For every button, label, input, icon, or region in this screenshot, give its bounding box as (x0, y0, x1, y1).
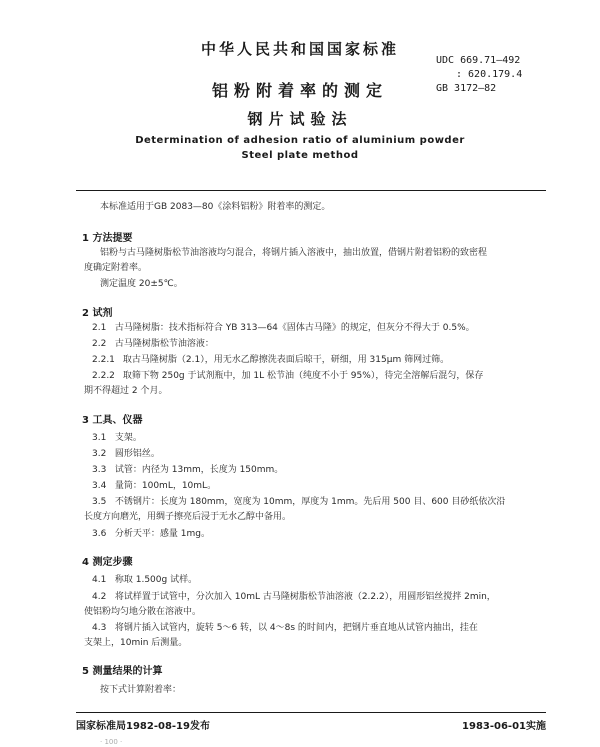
section-4-heading: 4 测定步骤 (82, 557, 133, 568)
scope-statement: 本标准适用于GB 2083—80《涂料铝粉》附着率的测定。 (100, 202, 331, 212)
section-2-heading: 2 试剂 (82, 308, 113, 319)
section-5-para-1: 按下式计算附着率： (100, 685, 182, 695)
document-subtitle-en: Steel plate method (241, 150, 359, 161)
list-item (92, 432, 142, 445)
item-text: 将钢片插入试管内，旋转 5～6 转，以 4～8s 的时间内，把钢片垂直地从试管内抽出，挂在 (114, 623, 478, 633)
section-1-para-1: 铝粉与古马隆树脂松节油溶液均匀混合，将钢片插入溶液中，抽出放置，借钢片附着铝粉的致密程 (100, 248, 488, 258)
section-1-para-2: 测定温度 20±5℃。 (100, 279, 183, 289)
item-number: 3.4 (92, 481, 107, 491)
item-text: 试管：内径为 13mm，长度为 150mm。 (114, 465, 284, 475)
issue-date: 国家标准局1982-08-19发布 (76, 721, 210, 732)
section-3-heading: 3 工具、仪器 (82, 415, 143, 426)
list-item (92, 496, 505, 509)
udc-line-1: UDC 669.71—492 (436, 55, 521, 66)
list-item-cont: 使铝粉均匀地分散在溶液中。 (84, 607, 202, 617)
item-number: 2.2.1 (92, 355, 115, 365)
item-text: 取筛下物 250g 于试剂瓶中，加 1L 松节油（纯度不小于 95%），待完全溶解后混匀，保存 (122, 371, 484, 381)
item-number: 3.6 (92, 529, 107, 539)
section-5-heading: 5 测量结果的计算 (82, 666, 163, 677)
item-number: 2.2.2 (92, 371, 115, 381)
item-text: 古马隆树脂松节油溶液： (114, 339, 214, 349)
list-item (92, 528, 210, 541)
item-number: 4.3 (92, 623, 107, 633)
item-number: 2.2 (92, 339, 107, 349)
standard-category-title: 中华人民共和国国家标准 (200, 40, 399, 58)
list-item-cont: 期不得超过 2 个月。 (84, 386, 168, 396)
item-text: 分析天平：感量 1mg。 (114, 529, 210, 539)
item-text: 量筒：100mL，10mL。 (114, 481, 217, 491)
item-text: 不锈钢片：长度为 180mm，宽度为 10mm，厚度为 1mm。先后用 500 目、600 目砂纸依次沿 (114, 497, 506, 507)
list-item (92, 464, 283, 477)
list-item (92, 448, 160, 461)
effective-date: 1983-06-01实施 (462, 721, 546, 732)
document-title-cn: 铝粉附着率的测定 (211, 81, 388, 100)
header-divider (76, 190, 546, 191)
list-item (92, 322, 475, 335)
list-item (92, 622, 478, 635)
item-number: 4.1 (92, 575, 107, 585)
footer-divider (76, 712, 546, 713)
item-number: 2.1 (92, 323, 107, 333)
item-number: 3.5 (92, 497, 107, 507)
page-number: · 100 · (100, 738, 123, 746)
item-text: 取古马隆树脂（2.1），用无水乙醇擦洗表面后晾干，研细，用 315μm 筛网过筛。 (122, 355, 450, 365)
list-item (92, 574, 197, 587)
section-1-para-1-cont: 度确定附着率。 (84, 263, 148, 273)
section-1-heading: 1 方法提要 (82, 233, 133, 244)
item-text: 支架。 (114, 433, 142, 443)
list-item (92, 480, 216, 493)
item-text: 古马隆树脂：技术指标符合 YB 313—64《固体古马隆》的规定，但灰分不得大于 0.5%。 (114, 323, 475, 333)
item-text: 将试样置于试管中，分次加入 10mL 古马隆树脂松节油溶液（2.2.2），用圆形铝丝搅拌 2min， (114, 592, 496, 602)
list-item-cont: 长度方向磨光，用绸子擦亮后浸于无水乙醇中备用。 (84, 512, 292, 522)
item-text: 圆形铝丝。 (114, 449, 160, 459)
list-item-cont: 支架上，10min 后测量。 (84, 638, 188, 648)
list-item (92, 338, 214, 351)
item-number: 3.2 (92, 449, 107, 459)
item-number: 3.3 (92, 465, 107, 475)
document-title-en: Determination of adhesion ratio of aluminium powder (135, 135, 465, 146)
item-number: 3.1 (92, 433, 107, 443)
item-number: 4.2 (92, 592, 107, 602)
list-item (92, 370, 483, 383)
list-item (92, 591, 496, 604)
udc-line-2: : 620.179.4 (456, 69, 523, 80)
gb-code: GB 3172—82 (436, 83, 497, 94)
list-item (92, 354, 449, 367)
item-text: 称取 1.500g 试样。 (114, 575, 198, 585)
document-subtitle-cn: 钢片试验法 (247, 110, 353, 128)
